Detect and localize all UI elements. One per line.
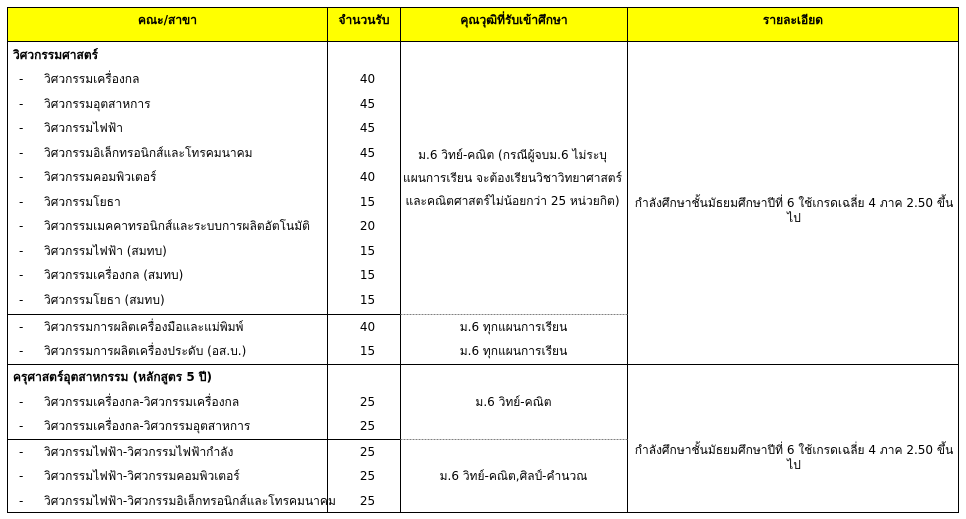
row-dash: - — [19, 121, 24, 135]
qualification-tool-die: ม.6 ทุกแผนการเรียน — [459, 320, 568, 334]
program-name: วิศวกรรมการผลิตเครื่องประดับ (อส.บ.) — [44, 344, 247, 358]
program-quota: 25 — [359, 469, 376, 483]
row-dash: - — [19, 419, 24, 433]
row-dash: - — [19, 97, 24, 111]
row-dash: - — [19, 219, 24, 233]
program-quota: 25 — [359, 419, 376, 433]
details-engineering: กำลังศึกษาชั้นมัธยมศึกษาปีที่ 6 ใช้เกรดเฉลี่ย 4 ภาค 2.50 ขึ้นไป — [634, 196, 954, 225]
header-quota: จำนวนรับ — [338, 13, 390, 27]
row-dash: - — [19, 469, 24, 483]
program-quota: 15 — [359, 344, 376, 358]
qualification-elec: ม.6 วิทย์-คณิต,ศิลป์-คำนวณ — [439, 469, 588, 483]
program-quota: 15 — [359, 293, 376, 307]
program-name: วิศวกรรมคอมพิวเตอร์ — [44, 170, 157, 184]
details-industrial-education: กำลังศึกษาชั้นมัธยมศึกษาปีที่ 6 ใช้เกรดเฉลี่ย 4 ภาค 2.50 ขึ้นไป — [634, 443, 954, 472]
row-dash: - — [19, 344, 24, 358]
program-quota: 40 — [359, 72, 376, 86]
program-name: วิศวกรรมเครื่องกล — [44, 72, 140, 86]
row-dash: - — [19, 494, 24, 508]
program-quota: 45 — [359, 97, 376, 111]
program-name: วิศวกรรมไฟฟ้า-วิศวกรรมไฟฟ้ากำลัง — [44, 445, 234, 459]
program-quota: 45 — [359, 146, 376, 160]
program-name: วิศวกรรมเครื่องกล-วิศวกรรมเครื่องกล — [44, 395, 240, 409]
program-name: วิศวกรรมเครื่องกล-วิศวกรรมอุตสาหการ — [44, 419, 251, 433]
row-dash: - — [19, 445, 24, 459]
program-quota: 40 — [359, 320, 376, 334]
header-qualification: คุณวุฒิที่รับเข้าศึกษา — [460, 13, 568, 27]
program-name: วิศวกรรมไฟฟ้า — [44, 121, 123, 135]
program-quota: 45 — [359, 121, 376, 135]
header-faculty: คณะ/สาขา — [138, 13, 197, 27]
program-quota: 40 — [359, 170, 376, 184]
program-quota: 25 — [359, 445, 376, 459]
row-dash: - — [19, 146, 24, 160]
row-dash: - — [19, 293, 24, 307]
program-name: วิศวกรรมโยธา — [44, 195, 121, 209]
section-title-industrial-education: ครุศาสตร์อุตสาหกรรม (หลักสูตร 5 ปี) — [13, 370, 212, 384]
section-title-engineering: วิศวกรรมศาสตร์ — [13, 48, 99, 62]
program-quota: 20 — [359, 219, 376, 233]
header-details: รายละเอียด — [762, 13, 824, 27]
row-dash: - — [19, 244, 24, 258]
qualification-mech: ม.6 วิทย์-คณิต — [475, 395, 552, 409]
row-dash: - — [19, 195, 24, 209]
program-name: วิศวกรรมเมคคาทรอนิกส์และระบบการผลิตอัตโนมัติ — [44, 219, 310, 233]
row-dash: - — [19, 395, 24, 409]
program-name: วิศวกรรมอุตสาหการ — [44, 97, 151, 111]
program-name: วิศวกรรมการผลิตเครื่องมือและแม่พิมพ์ — [44, 320, 244, 334]
program-name: วิศวกรรมโยธา (สมทบ) — [44, 293, 165, 307]
qualification-jewelry: ม.6 ทุกแผนการเรียน — [459, 344, 568, 358]
row-dash: - — [19, 268, 24, 282]
qualification-engineering: ม.6 วิทย์-คณิต (กรณีผู้จบม.6 ไม่ระบุแผนการเรียน จะต้องเรียนวิชาวิทยาศาสตร์และคณิตศาสตร์ไม่น้อยกว่า 25 หน่วยกิต) — [402, 148, 623, 208]
program-quota: 25 — [359, 395, 376, 409]
program-name: วิศวกรรมไฟฟ้า-วิศวกรรมคอมพิวเตอร์ — [44, 469, 240, 483]
row-dash: - — [19, 72, 24, 86]
program-quota: 15 — [359, 268, 376, 282]
program-quota: 15 — [359, 195, 376, 209]
program-name: วิศวกรรมไฟฟ้า (สมทบ) — [44, 244, 167, 258]
row-dash: - — [19, 320, 24, 334]
program-name: วิศวกรรมอิเล็กทรอนิกส์และโทรคมนาคม — [44, 146, 253, 160]
program-name: วิศวกรรมเครื่องกล (สมทบ) — [44, 268, 184, 282]
program-quota: 25 — [359, 494, 376, 508]
program-name: วิศวกรรมไฟฟ้า-วิศวกรรมอิเล็กทรอนิกส์และโทรคมนาคม — [44, 494, 336, 508]
program-quota: 15 — [359, 244, 376, 258]
row-dash: - — [19, 170, 24, 184]
